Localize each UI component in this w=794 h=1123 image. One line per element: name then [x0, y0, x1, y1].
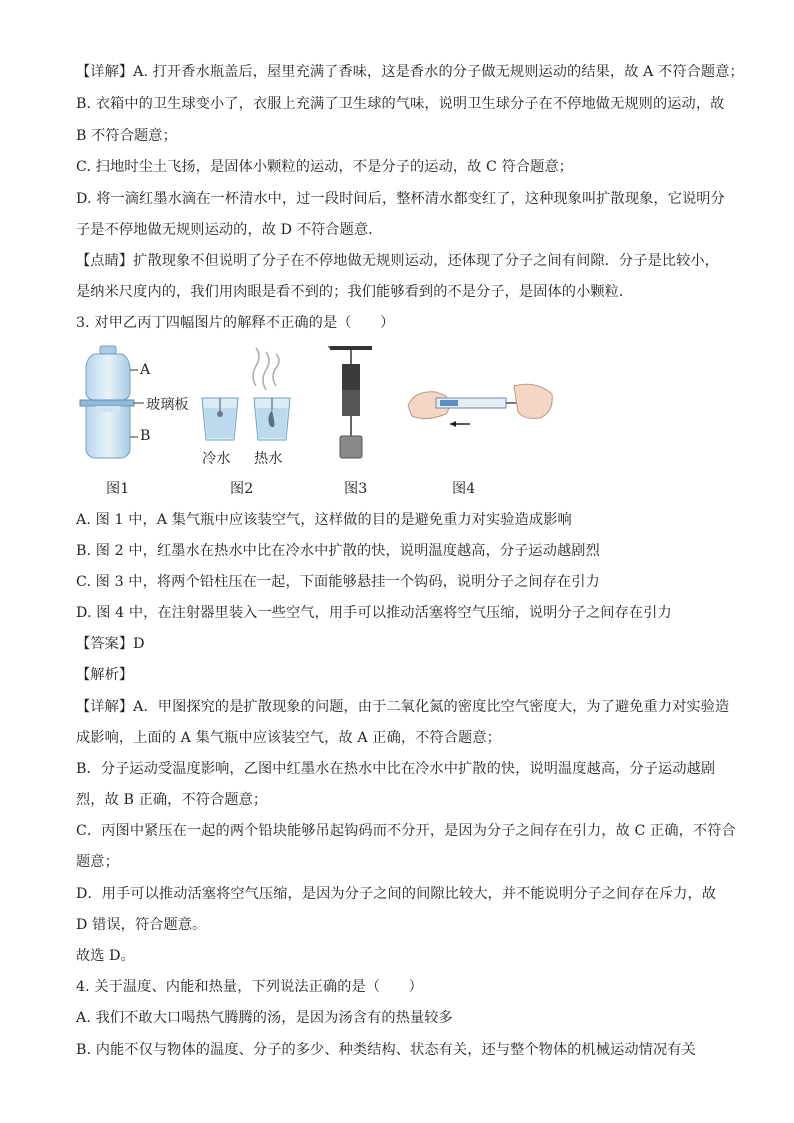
- text-line: C. 扫地时尘土飞扬，是固体小颗粒的运动，不是分子的运动，故 C 符合题意；: [76, 159, 574, 175]
- text-line: 故选 D。: [76, 948, 135, 964]
- text-line: 是纳米尺度内的，我们用肉眼是看不到的；我们能够看到的不是分子，是固体的小颗粒．: [76, 284, 634, 300]
- text-line: B．分子运动受温度影响，乙图中红墨水在热水中比在冷水中扩散的快，说明温度越高，分子运动越剧: [76, 761, 716, 777]
- text-line: 成影响，上面的 A 集气瓶中应该装空气，故 A 正确，不符合题意；: [76, 730, 501, 746]
- text-line: 子是不停地做无规则运动的，故 D 不符合题意．: [76, 222, 383, 238]
- option-a: A. 图 1 中，A 集气瓶中应该装空气，这样做的目的是避免重力对实验造成影响: [76, 512, 572, 528]
- figure-3-caption: 图3: [344, 481, 368, 497]
- text-line: C．丙图中紧压在一起的两个铅块能够吊起钩码而不分开，是因为分子之间存在引力，故 C 正确，不符合: [76, 823, 736, 839]
- question-4-stem: 4. 关于温度、内能和热量，下列说法正确的是（ ）: [76, 979, 423, 995]
- water-cups-figure: [196, 346, 306, 446]
- jar-b-label: B: [140, 428, 151, 444]
- text-line: 题意；: [76, 854, 119, 870]
- figure-1-caption: 图1: [106, 481, 130, 497]
- text-line: 【详解】A．甲图探究的是扩散现象的问题，由于二氧化氮的密度比空气密度大，为了避免重力对实验造: [76, 699, 730, 715]
- figure-4-caption: 图4: [452, 481, 476, 497]
- text-line: B. 衣箱中的卫生球变小了，衣服上充满了卫生球的气味，说明卫生球分子在不停地做无规则的运动，故: [76, 96, 725, 112]
- text-line: 烈，故 B 正确，不符合题意；: [76, 792, 268, 808]
- text-line: D. 将一滴红墨水滴在一杯清水中，过一段时间后，整杯清水都变红了，这种现象叫扩散现象，它说明分: [76, 191, 725, 207]
- glass-plate-label: 玻璃板: [146, 397, 189, 413]
- option-b: B. 图 2 中，红墨水在热水中比在冷水中扩散的快，说明温度越高，分子运动越剧烈: [76, 543, 600, 559]
- cold-water-label: 冷水: [202, 451, 231, 467]
- text-line: 【点睛】扩散现象不但说明了分子在不停地做无规则运动，还体现了分子之间有间隙．分子是比较小，: [76, 253, 719, 269]
- answer: 【答案】D: [76, 636, 145, 652]
- analysis-heading: 【解析】: [76, 667, 134, 683]
- option-c: C. 图 3 中，将两个铅柱压在一起，下面能够悬挂一个钩码，说明分子之间存在引力: [76, 574, 600, 590]
- hot-water-label: 热水: [254, 451, 283, 467]
- question-3-stem: 3. 对甲乙丙丁四幅图片的解释不正确的是（ ）: [76, 315, 395, 331]
- lead-cylinders-figure: [326, 346, 376, 466]
- figure-2-caption: 图2: [230, 481, 254, 497]
- text-line: B 不符合题意；: [76, 128, 177, 144]
- option-a: A. 我们不敢大口喝热气腾腾的汤，是因为汤含有的热量较多: [76, 1010, 453, 1026]
- text-line: D 错误，符合题意。: [76, 917, 207, 933]
- text-line: D．用手可以推动活塞将空气压缩，是因为分子之间的间隙比较大，并不能说明分子之间存在斥力，故: [76, 886, 717, 902]
- jar-a-label: A: [140, 362, 151, 378]
- text-line: 【详解】A. 打开香水瓶盖后，屋里充满了香味，这是香水的分子做无规则运动的结果，故 A 不符合题意；: [76, 64, 744, 80]
- option-b: B. 内能不仅与物体的温度、分子的多少、种类结构、状态有关，还与整个物体的机械运动情况有关: [76, 1042, 696, 1058]
- question-3-figures: [76, 344, 556, 497]
- option-d: D. 图 4 中，在注射器里装入一些空气，用手可以推动活塞将空气压缩，说明分子之间存在引力: [76, 605, 672, 621]
- syringe-figure: [406, 376, 556, 436]
